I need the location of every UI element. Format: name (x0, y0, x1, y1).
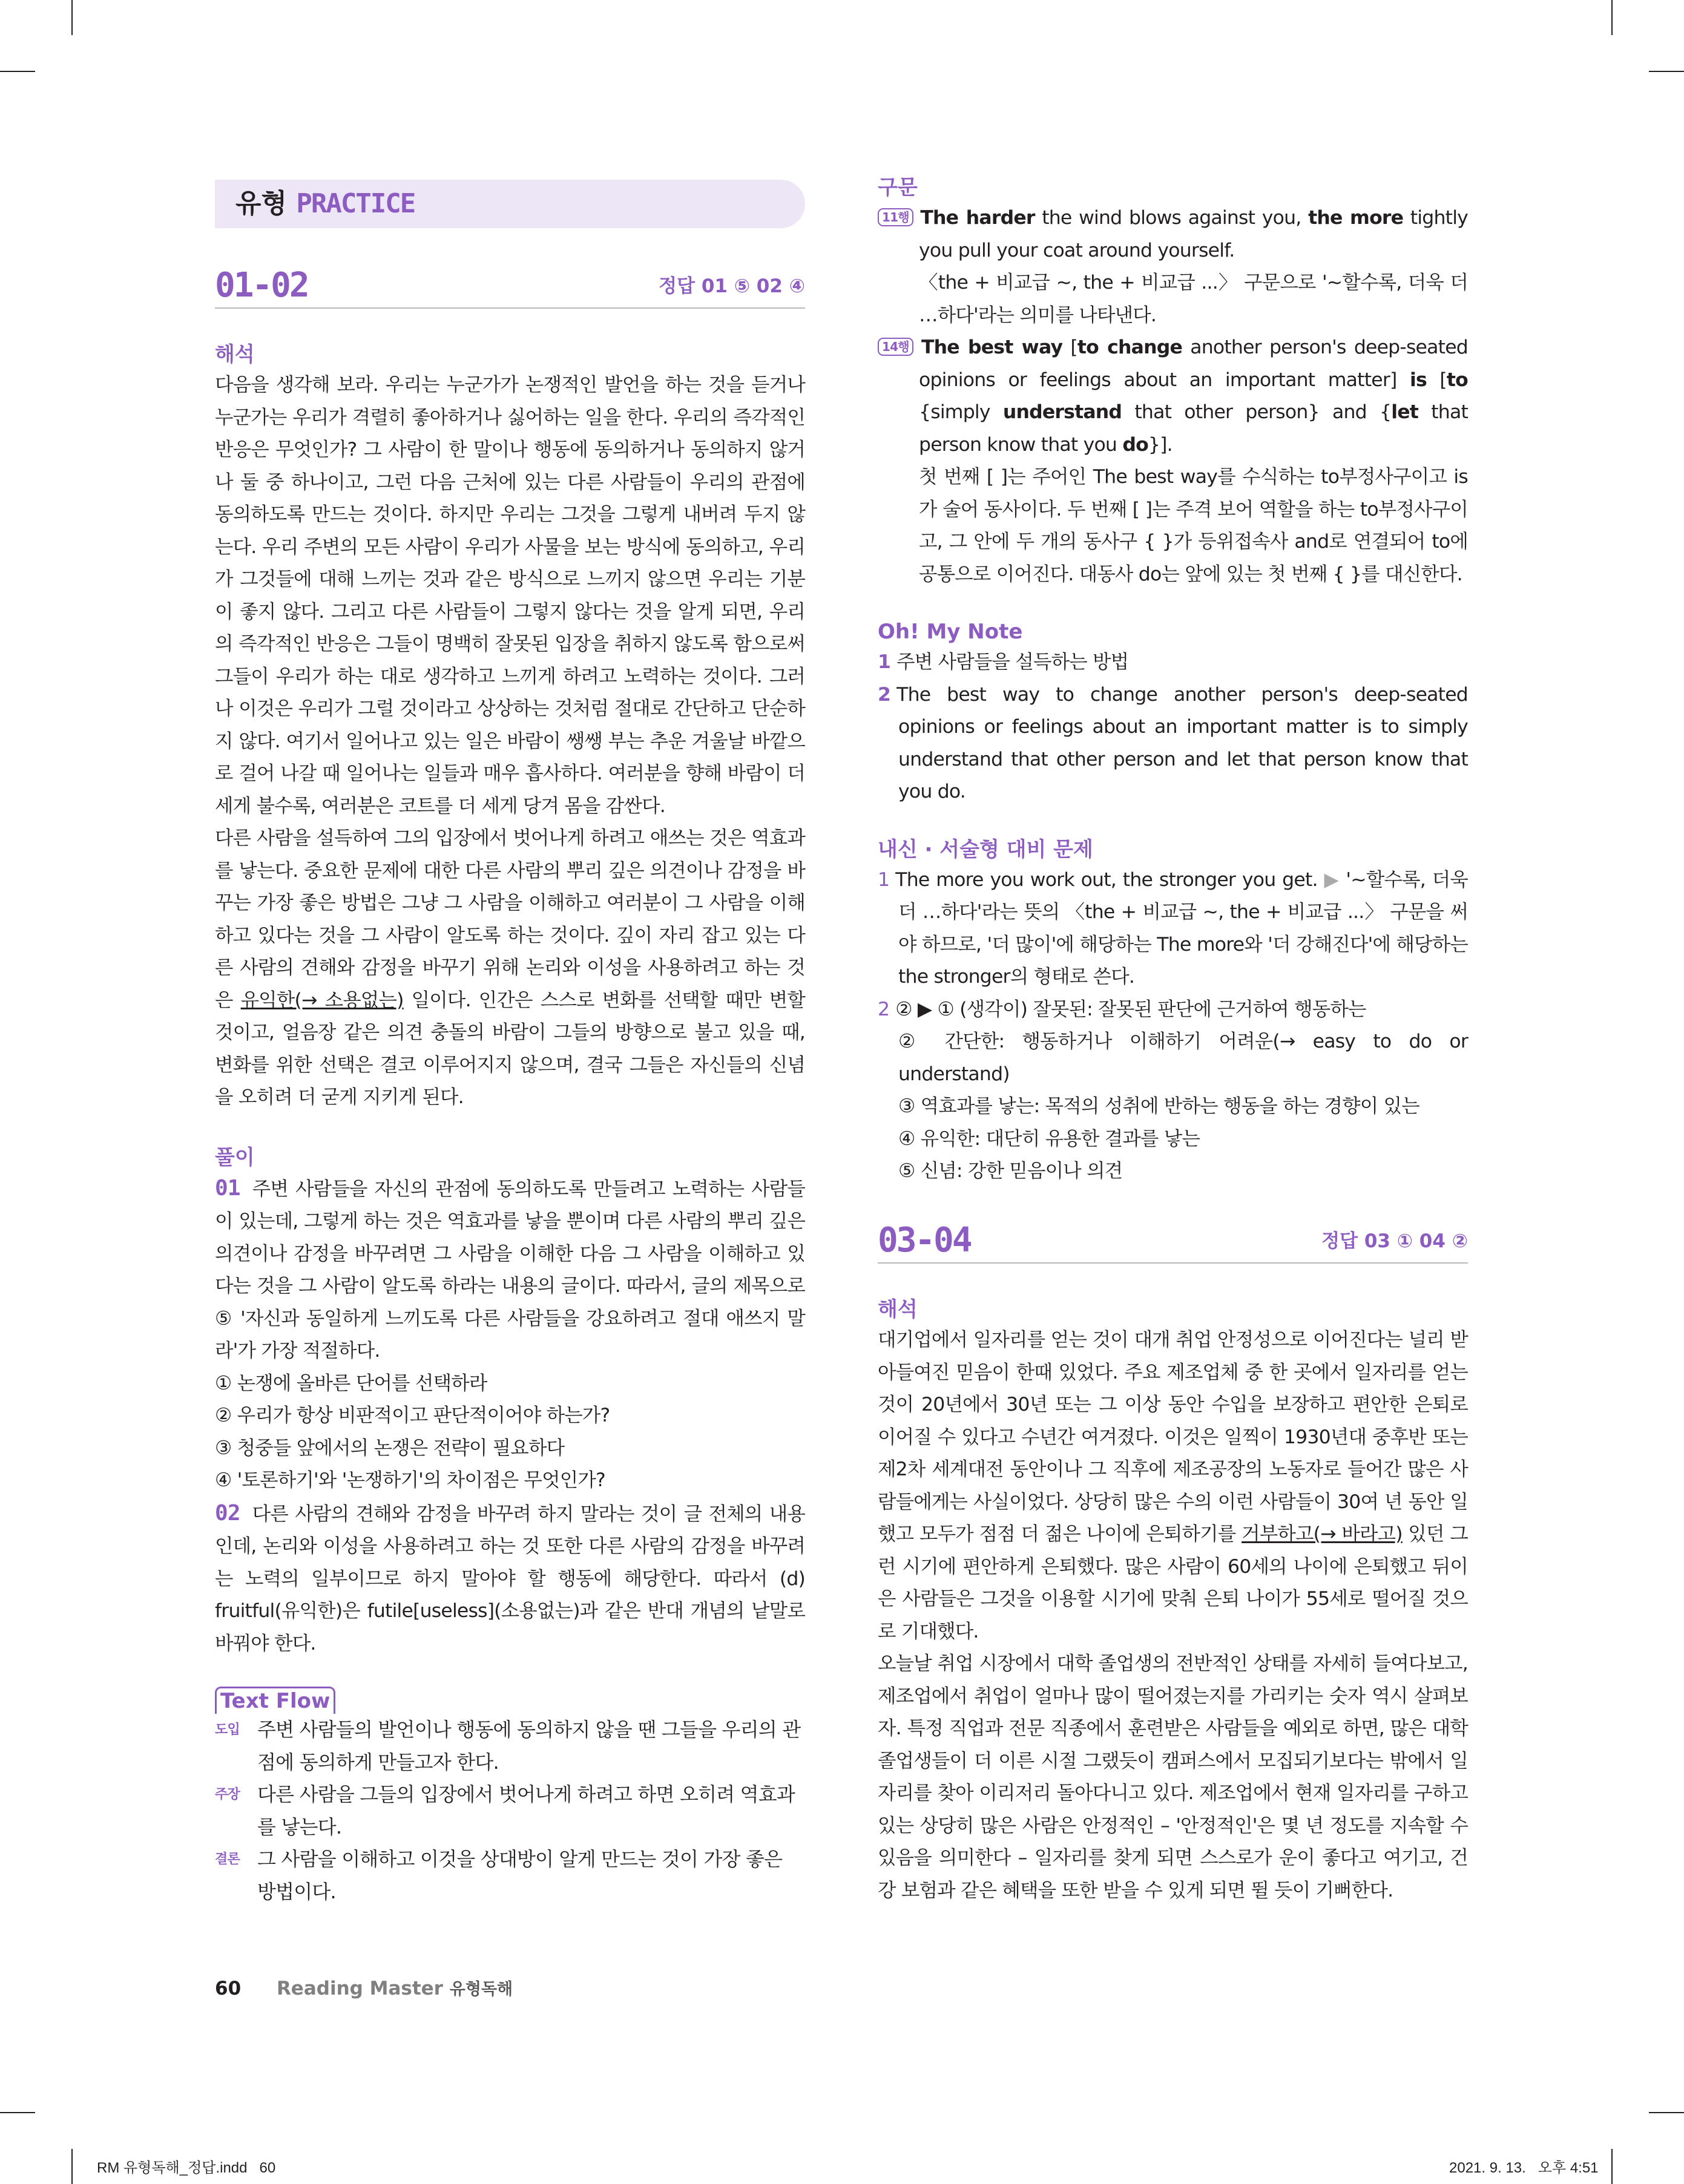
answer-explanation-02: 02 다른 사람의 견해와 감정을 바꾸려 하지 말라는 것이 글 전체의 내용인데, 논리와 이성을 사용하려고 하는 것 또한 다른 사람의 감정을 바꾸려는 노력의 일부이므로 하지 말아야 할 행동에 해당한다. 따라서 (d) fruitful(유익한)은 futile[useless](소용없는)과 같은 반대 개념의 낱말로 바꿔야 한다. (215, 1500, 805, 1654)
gumun-label: 구문 (878, 175, 918, 200)
syntax-item-2: 14행 The best way [to change another person's deep-seated opinions or feelings about an important matter] is [to {simply understand that other person} and {let that person know that you do}]. (878, 332, 1468, 461)
option-1: ① 논쟁에 올바른 단어를 선택하라 (215, 1372, 487, 1394)
text-flow-conclusion: 결론 그 사람을 이해하고 이것을 상대방이 알게 만드는 것이 가장 좋은 방법이다. (215, 1848, 783, 1903)
question-mark-02: 02 (215, 1500, 240, 1526)
crop-mark (71, 0, 73, 35)
section-number: 03-04 (878, 1221, 971, 1260)
arrow-icon: ▶ (1324, 868, 1340, 891)
question-mark-01: 01 (215, 1175, 240, 1201)
page-footer (215, 1976, 513, 1999)
naesin-item-2-line: ③ 역효과를 낳는: 목적의 성취에 반하는 행동을 하는 경향이 있는 (898, 1095, 1419, 1117)
syntax-note-2: 첫 번째 [ ]는 주어인 The best way를 수식하는 to부정사구이고 is가 술어 동사이다. 두 번째 [ ]는 주격 보어 역할을 하는 to부정사구이고, 그 안에 두 개의 동사구 { }가 등위접속사 and로 연결되어 to에 공통으로 이어진다. 대동사 do는 앞에 있는 첫 번째 { }를 대신한다. (919, 466, 1468, 585)
underlined-correction: 거부하고(→ 바라고) (1242, 1523, 1403, 1545)
naesin-item-1: 1 The more you work out, the stronger you get. ▶ '~할수록, 더욱 더 …하다'라는 뜻의 〈the + 비교급 ~, the + 비교급 ...〉 구문을 써야 하므로, '더 많이'에 해당하는 The more와 '더 강해진다'에 해당하는 the stronger의 형태로 쓴다. (878, 868, 1468, 988)
gumun-section (878, 173, 1468, 1188)
line-badge: 11행 (878, 208, 913, 226)
answer-explanation-01: 01 주변 사람들을 자신의 관점에 동의하도록 만들려고 노력하는 사람들이 있는데, 그렇게 하는 것은 역효과를 낳을 뿐이며 다른 사람의 뿌리 깊은 의견이나 감정을 바꾸려면 그 사람을 이해한 다음 그 사람을 이해하고 있다는 것을 그 사람이 알도록 하라는 내용의 글이다. 따라서, 글의 제목으로 ⑤ '자신과 동일하게 느끼도록 다른 사람들을 강요하려고 절대 애쓰지 말라'가 가장 적절하다. (215, 1175, 805, 1362)
book-title: Reading Master (276, 1978, 443, 1999)
option-3: ③ 청중들 앞에서의 논쟁은 전략이 필요하다 (215, 1437, 565, 1459)
answer-key: 정답 03 ① 04 ② (1321, 1230, 1468, 1252)
option-2: ② 우리가 항상 비판적이고 판단적이어야 하는가? (215, 1405, 610, 1426)
option-4: ④ '토론하기'와 '논쟁하기'의 차이점은 무엇인가? (215, 1469, 605, 1491)
my-note-item-2: 2 The best way to change another person's deep-seated opinions or feelings about an important matter is to simply understand that other person and let that person know that you do. (878, 683, 1468, 802)
section-body-01-02 (215, 340, 805, 1908)
translation-paragraph-2: 다른 사람을 설득하여 그의 입장에서 벗어나게 하려고 애쓰는 것은 역효과를 낳는다. 중요한 문제에 대한 다른 사람의 뿌리 깊은 의견이나 감정을 바꾸는 가장 좋은 방법은 그냥 그 사람을 이해하고 여러분이 그 사람을 이해하고 있다는 것을 그 사람이 알도록 하는 것이다. 깊이 자리 잡고 있는 다른 사람의 견해와 감정을 바꾸기 위해 논리와 이성을 사용하려고 하는 것은 유익한(→ 소용없는) 일이다. 인간은 스스로 변화를 선택할 때만 변할 것이고, 얼음장 같은 의견 충돌의 바람이 그들의 방향으로 불고 있을 때, 변화를 위한 선택은 결코 이루어지지 않으며, 결국 그들은 자신들의 신념을 오히려 더 굳게 지키게 된다. (215, 827, 805, 1108)
crop-mark (1649, 2112, 1684, 2113)
crop-mark (1649, 71, 1684, 72)
slug-left: RM 유형독해_정답.indd 60 (97, 2160, 276, 2176)
answer-key: 정답 01 ⑤ 02 ④ (659, 275, 805, 297)
crop-mark (0, 71, 35, 72)
puli-label: 풀이 (215, 1145, 255, 1170)
crop-mark (1611, 0, 1613, 35)
section-body-03-04 (878, 1295, 1468, 1907)
slug-right: 2021. 9. 13. 오후 4:51 (1449, 2160, 1599, 2176)
section-header-01-02 (215, 267, 805, 309)
section-banner (215, 180, 805, 228)
haeseok-label: 해석 (878, 1297, 918, 1322)
banner-title: 유형 (235, 188, 288, 219)
naesin-item-2-line: ⑤ 신념: 강한 믿음이나 의견 (898, 1160, 1123, 1182)
syntax-item-1: 11행 The harder the wind blows against you, the more tightly you pull your coat around yourself. (878, 202, 1468, 267)
text-flow-intro: 도입 주변 사람들의 발언이나 행동에 동의하지 않을 땐 그들을 우리의 관점에 동의하게 만들고자 한다. (215, 1718, 801, 1774)
naesin-item-2-line: ④ 유익한: 대단히 유용한 결과를 낳는 (898, 1127, 1200, 1150)
book-subtitle: 유형독해 (449, 1980, 513, 1999)
text-flow-label: Text Flow (215, 1687, 335, 1714)
translation-paragraph-1: 다음을 생각해 보라. 우리는 누군가가 논쟁적인 발언을 하는 것을 듣거나 누군가는 우리가 격렬히 좋아하거나 싫어하는 일을 한다. 우리의 즉각적인 반응은 무엇인가? 그 사람이 한 말이나 행동에 동의하거나 동의하지 않거나 둘 중 하나이고, 그런 다음 근처에 있는 다른 사람들이 우리의 관점에 동의하도록 만드는 것이다. 하지만 우리는 그것을 그렇게 내버려 두지 않는다. 우리 주변의 모든 사람이 우리가 사물을 보는 방식에 동의하고, 우리가 그것들에 대해 느끼는 것과 같은 방식으로 느끼지 않으면 우리는 기분이 좋지 않다. 그리고 다른 사람들이 그렇지 않다는 것을 알게 되면, 우리의 즉각적인 반응은 그들이 명백히 잘못된 입장을 취하지 않도록 함으로써 그들이 우리가 하는 대로 생각하고 느끼게 하려고 노력하는 것이다. 그러나 이것은 우리가 그럴 것이라고 상상하는 것처럼 절대로 간단하고 단순하지 않다. 여기서 일어나고 있는 일은 바람이 쌩쌩 부는 추운 겨울날 바깥으로 걸어 나갈 때 일어나는 일들과 매우 흡사하다. 여러분을 향해 바람이 더 세게 불수록, 여러분은 코트를 더 세게 당겨 몸을 감싼다. (215, 374, 805, 817)
banner-title-practice: PRACTICE (296, 188, 415, 219)
naesin-item-2-line: ② 간단한: 행동하거나 이해하기 어려운(→ easy to do or understand) (898, 1031, 1468, 1085)
syntax-note-1: 〈the + 비교급 ~, the + 비교급 ...〉 구문으로 '~할수록, 더욱 더 …하다'라는 의미를 나타낸다. (919, 272, 1468, 326)
crop-mark (71, 2149, 73, 2184)
haeseok-label: 해석 (215, 343, 255, 367)
line-badge: 14행 (878, 338, 913, 356)
my-note-label: Oh! My Note (878, 620, 1023, 644)
translation-paragraph-2: 오늘날 취업 시장에서 대학 졸업생의 전반적인 상태를 자세히 들여다보고, 제조업에서 취업이 얼마나 많이 떨어졌는지를 가리키는 숫자 역시 살펴보자. 특정 직업과 전문 직종에서 훈련받은 사람들을 예외로 하면, 많은 대학 졸업생들이 더 이른 시절 그랬듯이 캠퍼스에서 모집되기보다는 밖에서 일자리를 찾아 이리저리 돌아다니고 있다. 제조업에서 현재 일자리를 구하고 있는 상당히 많은 사람은 안정적인 – '안정적인'은 몇 년 정도를 지속할 수 있음을 의미한다 – 일자리를 찾게 되면 스스로가 운이 좋다고 여기고, 건강 보험과 같은 혜택을 또한 받을 수 있게 되면 뛸 듯이 기뻐한다. (878, 1653, 1468, 1901)
crop-mark (0, 2112, 35, 2113)
section-header-03-04 (878, 1222, 1468, 1264)
text-flow-claim: 주장 다른 사람을 그들의 입장에서 벗어나게 하려고 하면 오히려 역효과를 낳는다. (215, 1783, 795, 1838)
page-number: 60 (215, 1978, 242, 1999)
section-number: 01-02 (215, 266, 308, 305)
crop-mark (1611, 2149, 1613, 2184)
naesin-label: 내신 · 서술형 대비 문제 (878, 837, 1093, 862)
my-note-item-1: 1 주변 사람들을 설득하는 방법 (878, 651, 1129, 673)
underlined-correction: 유익한(→ 소용없는) (240, 989, 404, 1011)
translation-paragraph-1: 대기업에서 일자리를 얻는 것이 대개 취업 안정성으로 이어진다는 널리 받아들여진 믿음이 한때 있었다. 주요 제조업체 중 한 곳에서 일자리를 얻는 것이 20년에서 30년 또는 그 이상 동안 수입을 보장하고 편안한 은퇴로 이어질 수 있다고 수년간 여겨졌다. 이것은 일찍이 1930년대 중후반 또는 제2차 세계대전 동안이나 그 직후에 제조공장의 노동자로 들어간 많은 사람들에게는 사실이었다. 상당히 많은 수의 이런 사람들이 30여 년 동안 일했고 모두가 점점 더 젊은 나이에 은퇴하기를 거부하고(→ 바라고) 있던 그런 시기에 편안하게 은퇴했다. 많은 사람이 60세의 나이에 은퇴했고 뒤이은 사람들은 그것을 이용할 시기에 맞춰 은퇴 나이가 55세로 떨어질 것으로 기대했다. (878, 1329, 1468, 1642)
naesin-item-2: 2 ② ▶ ① (생각이) 잘못된: 잘못된 판단에 근거하여 행동하는 (878, 998, 1366, 1020)
